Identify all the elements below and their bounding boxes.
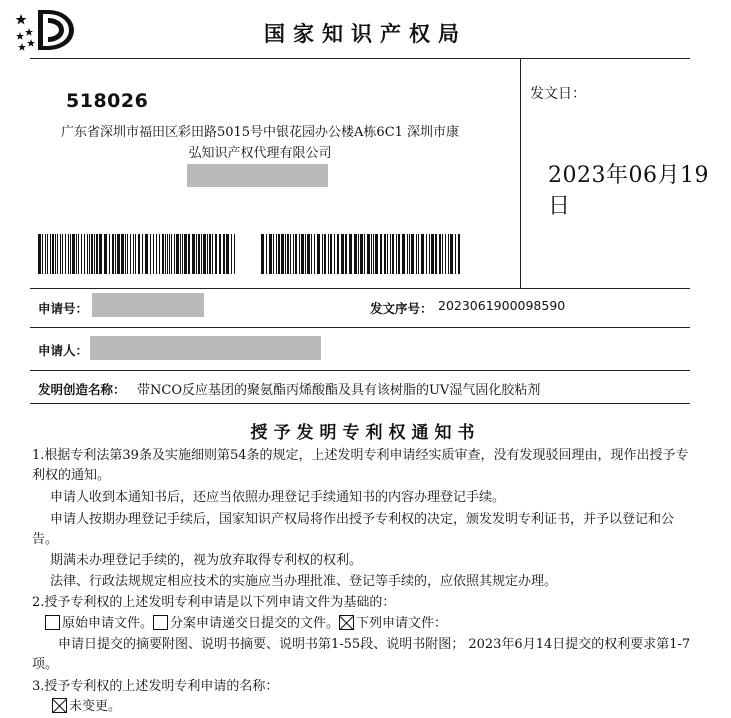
barcode-bar (429, 234, 430, 274)
barcode-bar (328, 234, 329, 274)
barcode-bar (411, 234, 414, 274)
barcode-bar (317, 234, 320, 274)
barcode-bar (127, 234, 128, 274)
barcode-left (38, 234, 240, 274)
barcode-bar (171, 234, 172, 274)
barcode-bar (387, 234, 388, 274)
barcode-bar (91, 234, 93, 274)
dispatch-no-label: 发文序号： (370, 301, 433, 316)
barcode-bar (290, 234, 291, 274)
barcode-bar (68, 234, 69, 274)
barcode-bar (104, 234, 107, 274)
barcode-bar (384, 234, 386, 274)
basis-options (45, 614, 695, 634)
barcode-bar (421, 234, 424, 274)
dispatch-no: 2023061900098590 (438, 298, 566, 313)
barcode-bar (96, 234, 98, 274)
barcode-bar (125, 234, 126, 274)
barcode-bar (375, 234, 378, 274)
barcode-bar (392, 234, 394, 274)
checkbox-name-unchanged[interactable] (52, 698, 67, 713)
barcode-bar (153, 234, 154, 274)
barcode-bar (52, 234, 54, 274)
barcode-bar (121, 234, 124, 274)
barcode-bar (278, 234, 280, 274)
barcode-bar (426, 234, 427, 274)
office-name: 国家知识产权局 (264, 21, 467, 46)
barcode-bar (448, 234, 449, 274)
barcode-bar (169, 234, 170, 274)
barcode-bar (84, 234, 85, 274)
barcode-bar (307, 234, 310, 274)
barcode-bar (231, 234, 232, 274)
barcode-bar (445, 234, 446, 274)
barcode-bar (180, 234, 181, 274)
barcode-bar (159, 234, 160, 274)
barcode-right (261, 234, 463, 274)
barcode-bar (455, 234, 456, 274)
barcode-bar (55, 234, 56, 274)
barcode-bar (203, 234, 206, 274)
barcode-bar (234, 234, 235, 274)
barcode-bar (450, 234, 453, 274)
barcode-bar (380, 234, 382, 274)
barcode-bar (305, 234, 306, 274)
barcode-bar (276, 234, 277, 274)
box-bottom-border (30, 288, 690, 289)
barcode-bar (435, 234, 437, 274)
barcode-bar (371, 234, 372, 274)
applicant-label: 申请人： (38, 343, 89, 358)
barcode-bar (295, 234, 297, 274)
barcode-bar (70, 234, 71, 274)
option-divisional-files: 分案申请递交日提交的文件。 (170, 616, 340, 631)
barcode-bar (45, 234, 46, 274)
paragraph-2: 申请人收到本通知书后，还应当依照办理登记手续通知书的内容办理登记手续。 (50, 490, 506, 505)
redacted-applicant (90, 336, 321, 360)
barcode-bar (72, 234, 75, 274)
barcode-bar (266, 234, 267, 274)
address-line-1: 广东省深圳市福田区彩田路5015号中银花园办公楼A栋6C1 深圳市康 (60, 125, 460, 140)
barcode-bar (285, 234, 286, 274)
barcode-bar (89, 234, 90, 274)
invention-label: 发明创造名称： (38, 382, 126, 397)
invention-title: 带NCO反应基团的聚氨酯丙烯酸酯及具有该树脂的UV湿气固化胶粘剂 (137, 383, 541, 398)
barcode-bar (145, 234, 148, 274)
barcode-bar (314, 234, 315, 274)
option-listed-files: 下列申请文件： (356, 616, 448, 631)
barcode-bar (219, 234, 221, 274)
paragraph-5: 法律、行政法规规定相应技术的实施应当办理批准、登记等手续的，应依照其规定办理。 (50, 574, 558, 589)
checkbox-original-files[interactable] (45, 615, 60, 630)
barcode-bar (418, 234, 419, 274)
barcode-bar (330, 234, 332, 274)
barcode-bar (198, 234, 200, 274)
barcode-bar (360, 234, 363, 274)
barcode-bar (402, 234, 405, 274)
paragraph-8: 3.授予专利权的上述发明专利申请的名称： (32, 679, 279, 694)
redacted-application-no (92, 293, 204, 317)
barcode-bar (215, 234, 217, 274)
barcode-bar (207, 234, 208, 274)
barcode-bar (287, 234, 289, 274)
recipient-address (40, 122, 480, 164)
barcode-bar (442, 234, 443, 274)
barcode-bar (431, 234, 434, 274)
notice-title: 授予发明专利权通知书 (250, 423, 481, 443)
box-top-border (30, 58, 690, 59)
barcode-bar (176, 234, 179, 274)
barcode-bar (135, 234, 136, 274)
paragraph-4: 期满未办理登记手续的，视为放弃取得专利权的权利。 (50, 553, 363, 568)
barcode-bar (50, 234, 51, 274)
barcode-bar (99, 234, 102, 274)
redacted-recipient-name (187, 164, 328, 187)
barcode-bar (42, 234, 43, 274)
barcode-bar (398, 234, 400, 274)
barcode-bar (62, 234, 63, 274)
barcode-bar (226, 234, 229, 274)
barcode-bar (358, 234, 359, 274)
box-divider (520, 58, 521, 288)
barcode-bar (184, 234, 187, 274)
barcode-bar (390, 234, 391, 274)
barcode-bar (115, 234, 116, 274)
barcode-bar (76, 234, 77, 274)
barcode-bar (364, 234, 365, 274)
name-options (52, 697, 352, 717)
barcode-bar (162, 234, 164, 274)
barcode-bar (167, 234, 168, 274)
barcode-bar (112, 234, 114, 274)
paragraph-6: 2.授予专利权的上述发明专利申请是以下列申请文件为基础的： (32, 595, 396, 610)
barcode-bar (293, 234, 294, 274)
barcode-bar (209, 234, 211, 274)
barcode-bar (78, 234, 79, 274)
address-line-2: 弘知识产权代理有限公司 (188, 146, 332, 161)
barcode-bar (416, 234, 417, 274)
option-name-unchanged: 未变更。 (69, 699, 122, 714)
barcode-bar (409, 234, 410, 274)
barcode-bar (269, 234, 272, 274)
barcode-bar (196, 234, 197, 274)
checkbox-divisional-files[interactable] (153, 615, 168, 630)
barcode-bar (345, 234, 347, 274)
barcode-bar (109, 234, 110, 274)
barcode-bar (142, 234, 143, 274)
dispatch-date: 2023年06月19日 (548, 163, 709, 219)
barcode-bar (407, 234, 408, 274)
barcode-bar (174, 234, 175, 274)
barcode-bar (156, 234, 157, 274)
barcode-bar (281, 234, 284, 274)
barcode-bar (337, 234, 339, 274)
barcode-bar (439, 234, 441, 274)
row-divider-3 (30, 403, 690, 404)
row-divider-1 (30, 327, 690, 328)
barcode-bar (192, 234, 195, 274)
barcode-bar (324, 234, 326, 274)
barcode-bar (133, 234, 134, 274)
paragraph-7: 申请日提交的摘要附图、说明书摘要、说明书第1-55段、说明书附图； 2023年6月14日提交的权利要求第1-7项。 (32, 637, 691, 672)
barcode-bar (65, 234, 66, 274)
barcode-bar (273, 234, 274, 274)
barcode-bar (182, 234, 183, 274)
barcode-bar (117, 234, 120, 274)
barcode-bar (188, 234, 190, 274)
barcode-bar (458, 234, 460, 274)
barcode-bar (165, 234, 166, 274)
barcode-bar (349, 234, 352, 274)
barcode-bar (322, 234, 323, 274)
barcode-bar (261, 234, 264, 274)
barcode-bar (94, 234, 95, 274)
barcode-bar (81, 234, 82, 274)
option-original-files: 原始申请文件。 (62, 616, 154, 631)
barcode-bar (130, 234, 131, 274)
barcode-bar (354, 234, 357, 274)
barcode-bar (367, 234, 370, 274)
row-divider-2 (30, 370, 690, 371)
paragraph-1: 1.根据专利法第39条及实施细则第54条的规定，上述发明专利申请经实质审查，没有发现驳回理由，现作出授予专利权的通知。 (32, 448, 689, 483)
barcode-bar (299, 234, 300, 274)
barcode-bar (87, 234, 88, 274)
barcode-bar (138, 234, 140, 274)
paragraph-3: 申请人按期办理登记手续后，国家知识产权局将作出授予专利权的决定，颁发发明专利证书，并予以登记和公告。 (32, 512, 675, 547)
barcode-bar (373, 234, 374, 274)
barcode-bar (396, 234, 397, 274)
barcode-bar (223, 234, 225, 274)
barcode-bar (301, 234, 304, 274)
dispatch-date-label: 发文日： (530, 86, 586, 102)
barcode-bar (334, 234, 335, 274)
barcode-bar (38, 234, 41, 274)
postcode: 518026 (66, 90, 149, 112)
checkbox-listed-files[interactable] (339, 615, 354, 630)
barcode-bar (47, 234, 48, 274)
barcode-bar (341, 234, 344, 274)
barcode-bar (60, 234, 61, 274)
barcode-bar (311, 234, 312, 274)
application-no-label: 申请号： (38, 301, 89, 316)
barcode-bar (212, 234, 213, 274)
barcode-bar (57, 234, 58, 274)
barcode-bar (150, 234, 151, 274)
barcode-bar (201, 234, 202, 274)
